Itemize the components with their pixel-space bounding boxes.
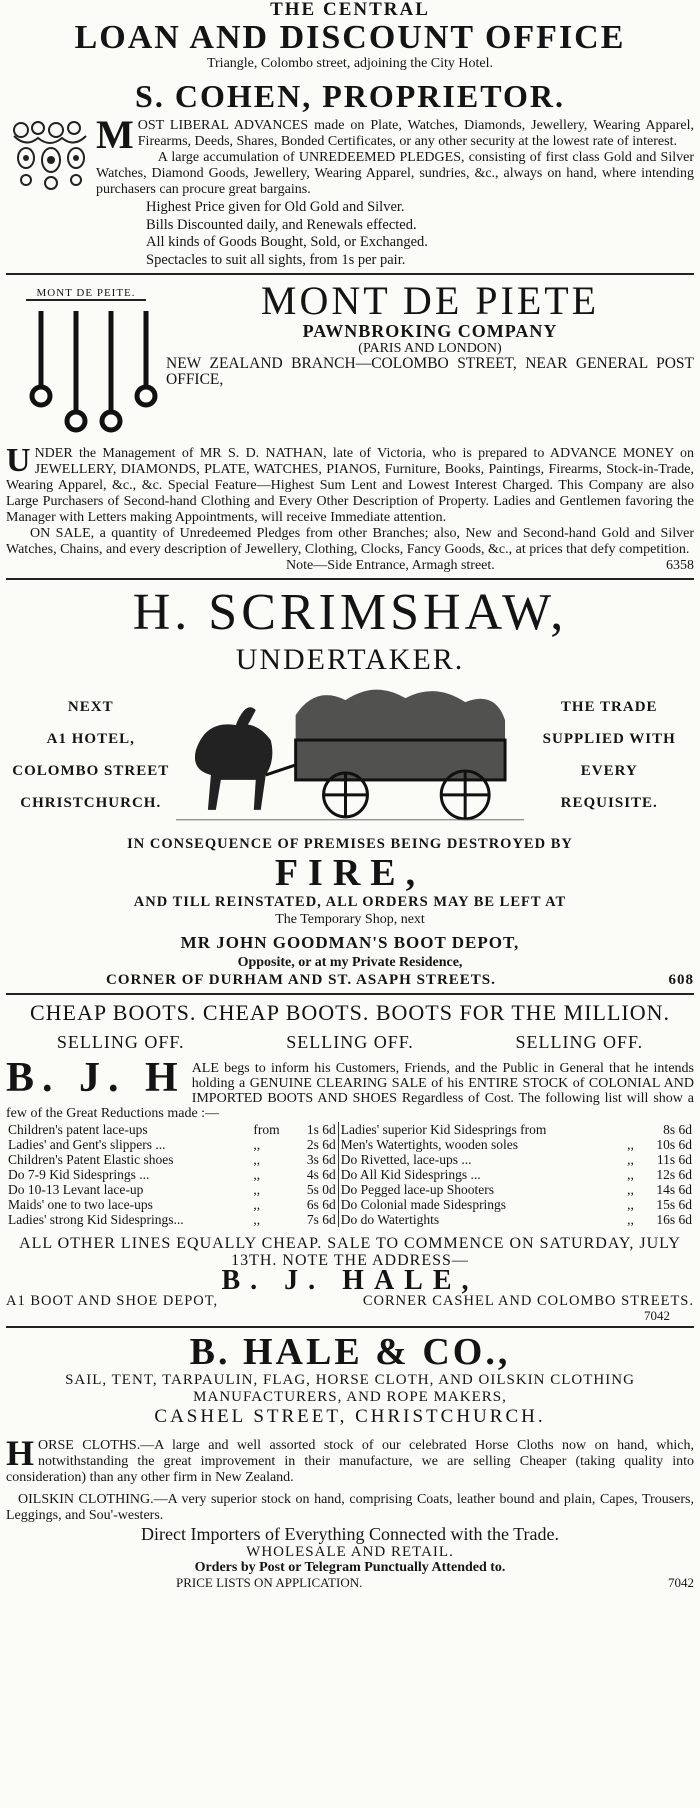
left-sep: ,, [253, 1212, 261, 1227]
ad5-line1: SAIL, TENT, TARPAULIN, FLAG, HORSE CLOTH, AND OILSKIN CLOTHING [65, 1372, 635, 1388]
pawnbroker-balls-icon [6, 301, 166, 441]
left-item: Maids' one to two lace-ups [8, 1197, 153, 1212]
ad5-importers: Direct Importers of Everything Connected with the Trade. [141, 1524, 559, 1544]
right-sep: ,, [627, 1167, 634, 1182]
ad5-dropcap: H [6, 1433, 35, 1473]
left-sep: ,, [253, 1152, 261, 1167]
list-item: Highest Price given for Old Gold and Silver. [146, 199, 405, 215]
selling-label: SELLING OFF. [56, 1032, 185, 1052]
right-item: Do Colonial made Sidesprings [340, 1197, 507, 1212]
ad5-wholesale: WHOLESALE AND RETAIL. [246, 1544, 454, 1560]
ad1-kicker: THE CENTRAL [270, 0, 430, 20]
right-sep: ,, [627, 1212, 634, 1227]
divider [6, 578, 694, 580]
left-item: Ladies' and Gent's slippers ... [8, 1137, 166, 1152]
left-price: 1s 6d [293, 1122, 339, 1137]
left-price: 3s 6d [293, 1152, 339, 1167]
pawnbroker-sign [6, 279, 166, 446]
left-price: 5s 0d [293, 1182, 339, 1197]
ad3-fire: FIRE, [274, 852, 426, 894]
b-hale-co-ad [6, 1332, 694, 1590]
ad2-footer [6, 558, 694, 574]
left-item: Children's patent lace-ups [8, 1122, 148, 1137]
selling-label: SELLING OFF. [286, 1032, 414, 1052]
ad1-paragraphs [96, 112, 694, 198]
right-item: Ladies' superior Kid Sidesprings from [340, 1122, 547, 1137]
ad1-body [6, 112, 694, 198]
right-item: Do Rivetted, lace-ups ... [340, 1152, 472, 1167]
ad2-branch: NEW ZEALAND BRANCH—COLOMBO STREET, NEAR GENERAL POST OFFICE, [166, 355, 694, 388]
divider [6, 273, 694, 275]
ad4-intro [6, 1055, 694, 1121]
jewellery-illustration [6, 118, 96, 193]
ad2-paren: (PARIS AND LONDON) [358, 341, 502, 356]
ad3-number: 608 [668, 972, 694, 988]
ad3-subtitle: UNDERTAKER. [235, 643, 465, 676]
divider [6, 993, 694, 995]
ad1-title: LOAN AND DISCOUNT OFFICE [74, 19, 626, 56]
ad2-dropcap: U [6, 442, 31, 479]
ad4-addr-left: A1 BOOT AND SHOE DEPOT, [6, 1293, 219, 1309]
ad5-line2: MANUFACTURERS, AND ROPE MAKERS, [193, 1389, 507, 1405]
right-line: REQUISITE. [560, 795, 658, 811]
table-row [6, 1167, 694, 1182]
ad2-heading [166, 279, 694, 446]
ad4-tail: ALL OTHER LINES EQUALLY CHEAP. SALE TO COMMENCE ON SATURDAY, JULY 13TH. NOTE THE ADDRESS— [19, 1235, 681, 1269]
ad3-depot: MR JOHN GOODMAN'S BOOT DEPOT, [180, 933, 520, 952]
ad3-left-column [6, 691, 176, 819]
ad5-street: CASHEL STREET, CHRISTCHURCH. [154, 1406, 546, 1427]
ad2-para1 [6, 442, 694, 526]
right-sep [625, 1122, 640, 1137]
ad4-name: B. J. HALE, [221, 1265, 479, 1296]
selling-label: SELLING OFF. [515, 1032, 644, 1052]
left-item: Children's Patent Elastic shoes [8, 1152, 174, 1167]
ad1-list [6, 199, 694, 269]
left-line: CHRISTCHURCH. [20, 795, 162, 811]
right-line: EVERY [580, 763, 638, 779]
ad5-number: 7042 [668, 1575, 694, 1590]
ad5-para1-text: ORSE CLOTHS.—A large and well assorted stock of our celebrated Horse Cloths now on hand, which, notwithstanding the great improvement in their manufacture, we are selling Cheaper (taking quality into consideration) than any other firm in New Zealand. [6, 1438, 694, 1485]
right-price: 11s 6d [656, 1152, 692, 1167]
right-item: Do Pegged lace-up Shooters [340, 1182, 495, 1197]
right-sep: ,, [627, 1152, 634, 1167]
ad3-opposite: Opposite, or at my Private Residence, [237, 955, 463, 970]
ad3-till: AND TILL REINSTATED, ALL ORDERS MAY BE LEFT AT [133, 894, 567, 910]
left-line: A1 HOTEL, [46, 731, 135, 747]
ad2-para1-text: NDER the Management of MR S. D. NATHAN, late of Victoria, who is prepared to ADVANCE MONEY on JEWELLERY, DIAMONDS, PLATE, WATCHES, PIANOS, Furniture, Books, Paintings, Firearms, Stock-in-Trade, Wearing Apparel, &c., &c. Special Feature—Highest Sum Lent and Lowest Interest Charged. This Company are also Large Purchasers of Second-hand Clothing and Every Other Description of Property. Ladies and Gentlemen favoring the Manager with Letters making Appointments, will receive Immediate attention. [6, 446, 694, 525]
right-sep: ,, [627, 1182, 634, 1197]
price-list-table [6, 1122, 694, 1227]
left-price: 2s 6d [293, 1137, 339, 1152]
sign-label: MONT DE PEITE. [26, 287, 146, 301]
right-item: Do do Watertights [340, 1212, 440, 1227]
right-price: 16s 6d [656, 1212, 692, 1227]
ad2-para2: ON SALE, a quantity of Unredeemed Pledges from other Branches; also, New and Second-hand Gold and Silver Watches, Chains, and every description of Jewellery, Clothing, Clocks, Fancy Goods, &c., at prices that defy competition. [6, 526, 694, 557]
ad4-headline: CHEAP BOOTS. CHEAP BOOTS. BOOTS FOR THE MILLION. [29, 1000, 670, 1025]
ad4-initials: B. J. H [6, 1055, 186, 1101]
ad3-middle [6, 680, 694, 830]
ad2-note: Note—Side Entrance, Armagh street. [286, 558, 495, 573]
ad3-title: H. SCRIMSHAW, [132, 584, 568, 641]
table-row [6, 1197, 694, 1212]
scrimshaw-undertaker-ad [6, 586, 694, 989]
ad5-orders: Orders by Post or Telegram Punctually Attended to. [194, 1560, 506, 1575]
left-line: COLOMBO STREET [12, 763, 170, 779]
ad2-title: MONT DE PIETE [260, 278, 600, 323]
ad5-para2: OILSKIN CLOTHING.—A very superior stock on hand, comprising Coats, leather bound and plain, Capes, Trousers, Leggings, and Sou'-westers. [6, 1492, 694, 1523]
ad3-temp: The Temporary Shop, next [275, 912, 425, 927]
left-sep: ,, [253, 1137, 261, 1152]
left-item: Do 7-9 Kid Sidesprings ... [8, 1167, 150, 1182]
ad1-para2: A large accumulation of UNREDEEMED PLEDGES, consisting of first class Gold and Silver Watches, Diamond Goods, Jewellery, Wearing Apparel, sundries, &c., always on hand, where intending purchasers can procure great bargains. [96, 150, 694, 197]
bj-hale-boots-ad [6, 1001, 694, 1322]
right-price: 12s 6d [656, 1167, 692, 1182]
left-sep: from [253, 1122, 280, 1137]
right-item: Men's Watertights, wooden soles [340, 1137, 519, 1152]
list-item: Spectacles to suit all sights, from 1s per pair. [146, 251, 406, 268]
mont-de-piete-ad [6, 279, 694, 574]
left-sep: ,, [253, 1167, 261, 1182]
ad3-corner: CORNER OF DURHAM AND ST. ASAPH STREETS. [106, 972, 496, 988]
right-line: THE TRADE [560, 699, 658, 715]
left-sep: ,, [253, 1197, 261, 1212]
list-item: Bills Discounted daily, and Renewals effected. [146, 216, 417, 233]
left-line: NEXT [67, 699, 114, 715]
right-price: 14s 6d [656, 1182, 692, 1197]
ad1-proprietor: S. COHEN, PROPRIETOR. [135, 78, 565, 114]
hearse-illustration [176, 680, 525, 830]
left-item: Ladies' strong Kid Sidesprings... [8, 1212, 184, 1227]
left-sep: ,, [253, 1182, 261, 1197]
ad1-para1: OST LIBERAL ADVANCES made on Plate, Watches, Diamonds, Jewellery, Wearing Apparel, Firearms, Deeds, Shares, Bonded Certificates, or any other security at the lowest rate of interest. [137, 118, 694, 149]
ad4-addr-right: CORNER CASHEL AND COLOMBO STREETS. [362, 1293, 694, 1309]
right-price: 8s 6d [663, 1122, 692, 1137]
ad5-pricelists: PRICE LISTS ON APPLICATION. [176, 1575, 363, 1590]
table-row [6, 1137, 694, 1152]
ad5-bottom-line [6, 1576, 694, 1590]
ad2-header [6, 279, 694, 446]
left-item: Do 10-13 Levant lace-up [8, 1182, 144, 1197]
table-row [6, 1182, 694, 1197]
list-item: All kinds of Goods Bought, Sold, or Exchanged. [146, 234, 428, 250]
ad4-number: 7042 [644, 1308, 670, 1323]
right-price: 15s 6d [656, 1197, 692, 1212]
ad4-intro-text: ALE begs to inform his Customers, Friends, and the Public in General that he intends holding a GENUINE CLEARING SALE of his ENTIRE STOCK of COLONIAL AND IMPORTED BOOTS AND SHOES Regardless of Cost. The following list will show a few of the Great Reductions made :— [6, 1061, 694, 1121]
right-price: 10s 6d [656, 1137, 692, 1152]
loan-discount-office-ad [6, 0, 694, 269]
right-line: SUPPLIED WITH [542, 731, 676, 747]
divider [6, 1326, 694, 1328]
ad3-notice: IN CONSEQUENCE OF PREMISES BEING DESTROYED BY [127, 836, 573, 852]
left-price: 7s 6d [293, 1212, 339, 1227]
left-price: 4s 6d [293, 1167, 339, 1182]
ad1-dropcap: M [96, 112, 134, 157]
right-item: Do All Kid Sidesprings ... [340, 1167, 481, 1182]
ad5-title: B. HALE & CO., [189, 1331, 511, 1373]
table-row [6, 1212, 694, 1227]
ad3-right-column [524, 691, 694, 819]
right-sep: ,, [627, 1137, 634, 1152]
table-row [6, 1122, 694, 1137]
left-price: 6s 6d [293, 1197, 339, 1212]
right-sep: ,, [627, 1197, 634, 1212]
ad3-corner-line [6, 971, 694, 989]
ad4-selling-row [6, 1031, 694, 1053]
ad2-number: 6358 [666, 558, 694, 573]
ad5-para1 [6, 1433, 694, 1486]
ad2-subtitle: PAWNBROKING COMPANY [302, 321, 558, 341]
table-row [6, 1152, 694, 1167]
ad1-address: Triangle, Colombo street, adjoining the City Hotel. [206, 56, 494, 71]
